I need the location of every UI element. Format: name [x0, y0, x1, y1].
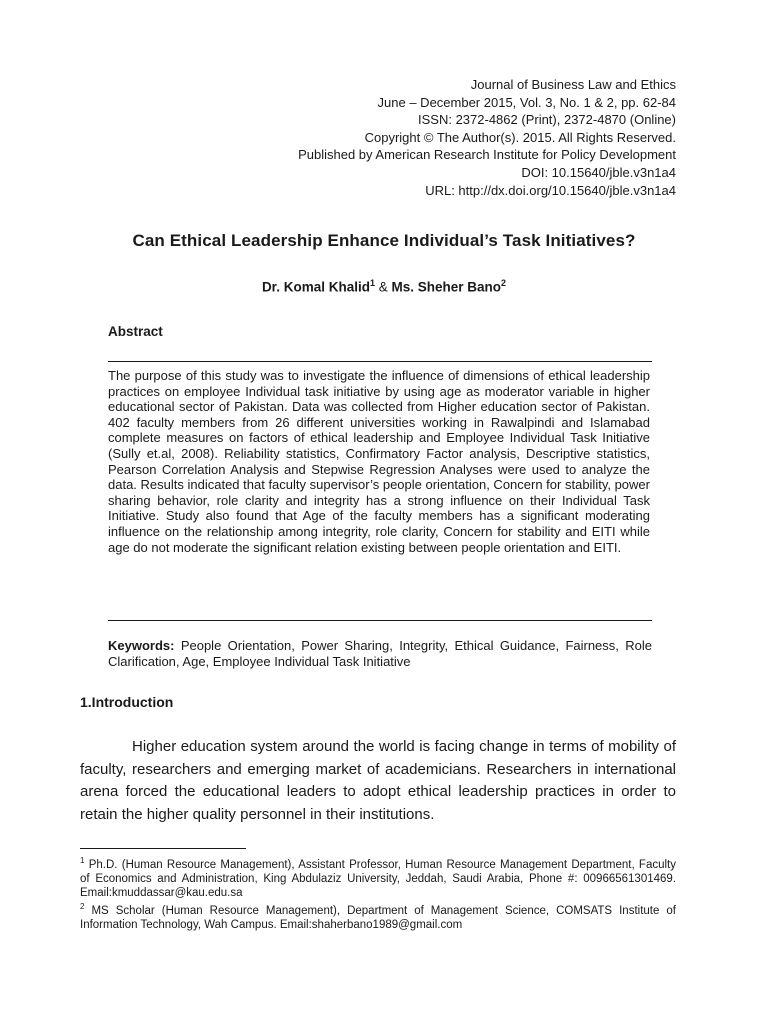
abstract-bottom-rule — [108, 620, 652, 621]
journal-url: URL: http://dx.doi.org/10.15640/jble.v3n1a4 — [425, 182, 676, 198]
footnote-2-text: MS Scholar (Human Resource Management), Department of Management Science, COMSATS Institute of Information Technology, Wah Campus. Email:shaherbano1989@gmail.com — [80, 904, 676, 931]
journal-publisher: Published by American Research Institute for Policy Development — [298, 147, 676, 163]
introduction-text: Higher education system around the world is facing change in terms of mobility of faculty, researchers and emerging market of academicians. Researchers in international arena forced the educational leaders to adopt ethical leadership practices in order to retain the higher quality personnel in their institutions. — [80, 738, 676, 823]
author-separator: & — [374, 279, 392, 295]
keywords — [108, 638, 652, 670]
keywords-text: People Orientation, Power Sharing, Integrity, Ethical Guidance, Fairness, Role Clarification, Age, Employee Individual Task Initiative — [108, 638, 652, 669]
author-line — [0, 278, 768, 295]
paper-title: Can Ethical Leadership Enhance Individual’s Task Initiatives? — [132, 231, 636, 250]
keywords-label: Keywords: — [108, 638, 175, 653]
journal-issn: ISSN: 2372-4862 (Print), 2372-4870 (Online) — [418, 112, 676, 128]
section-heading-introduction: 1.Introduction — [80, 694, 174, 710]
journal-issue: June – December 2015, Vol. 3, No. 1 & 2, pp. 62-84 — [377, 94, 676, 110]
footnote-1 — [80, 854, 676, 900]
footnotes — [80, 854, 676, 932]
footnote-2-mark: 2 — [80, 901, 85, 911]
journal-header — [298, 76, 676, 199]
abstract-top-rule — [108, 361, 652, 362]
introduction-paragraph — [80, 736, 676, 826]
author-2-name: Ms. Sheher Bano — [391, 279, 502, 295]
author-2-footnote-mark: 2 — [501, 278, 507, 288]
footnote-2 — [80, 900, 676, 932]
journal-doi: DOI: 10.15640/jble.v3n1a4 — [521, 164, 676, 180]
footnote-1-text: Ph.D. (Human Resource Management), Assistant Professor, Human Resource Management Department, Faculty of Economics and Administration, King Abdulaziz University, Jeddah, Saudi Arabia, Phone #: 00966561301469. Email:kmuddassar@kau.edu.sa — [80, 858, 676, 899]
abstract-text: The purpose of this study was to investigate the influence of dimensions of ethical leadership practices on employee Individual task initiative by using age as moderator variable in higher educational sector of Pakistan. Data was collected from Higher education sector of Pakistan. 402 faculty members from 26 different universities working in Rawalpindi and Islamabad complete measures on factors of ethical leadership and Employee Individual Task Initiative (Sully et.al, 2008). Reliability statistics, Confirmatory Factor analysis, Descriptive statistics, Pearson Correlation Analysis and Stepwise Regression Analyses were used to analyze the data. Results indicated that faculty supervisor’s people orientation, Concern for stability, power sharing behavior, role clarity and integrity has a strong influence on their Individual Task Initiative. Study also found that Age of the faculty members has a significant moderating influence on the relationship among integrity, role clarity, Concern for stability and EITI while age do not moderate the significant relation existing between people orientation and EITI. — [108, 368, 650, 555]
abstract-heading: Abstract — [108, 324, 163, 339]
journal-name: Journal of Business Law and Ethics — [470, 77, 676, 92]
footnote-1-mark: 1 — [80, 856, 85, 865]
journal-copyright: Copyright © The Author(s). 2015. All Rights Reserved. — [364, 129, 676, 145]
author-1-name: Dr. Komal Khalid — [261, 279, 370, 295]
author-1-footnote-mark: 1 — [369, 278, 375, 288]
footnote-separator — [80, 848, 246, 849]
